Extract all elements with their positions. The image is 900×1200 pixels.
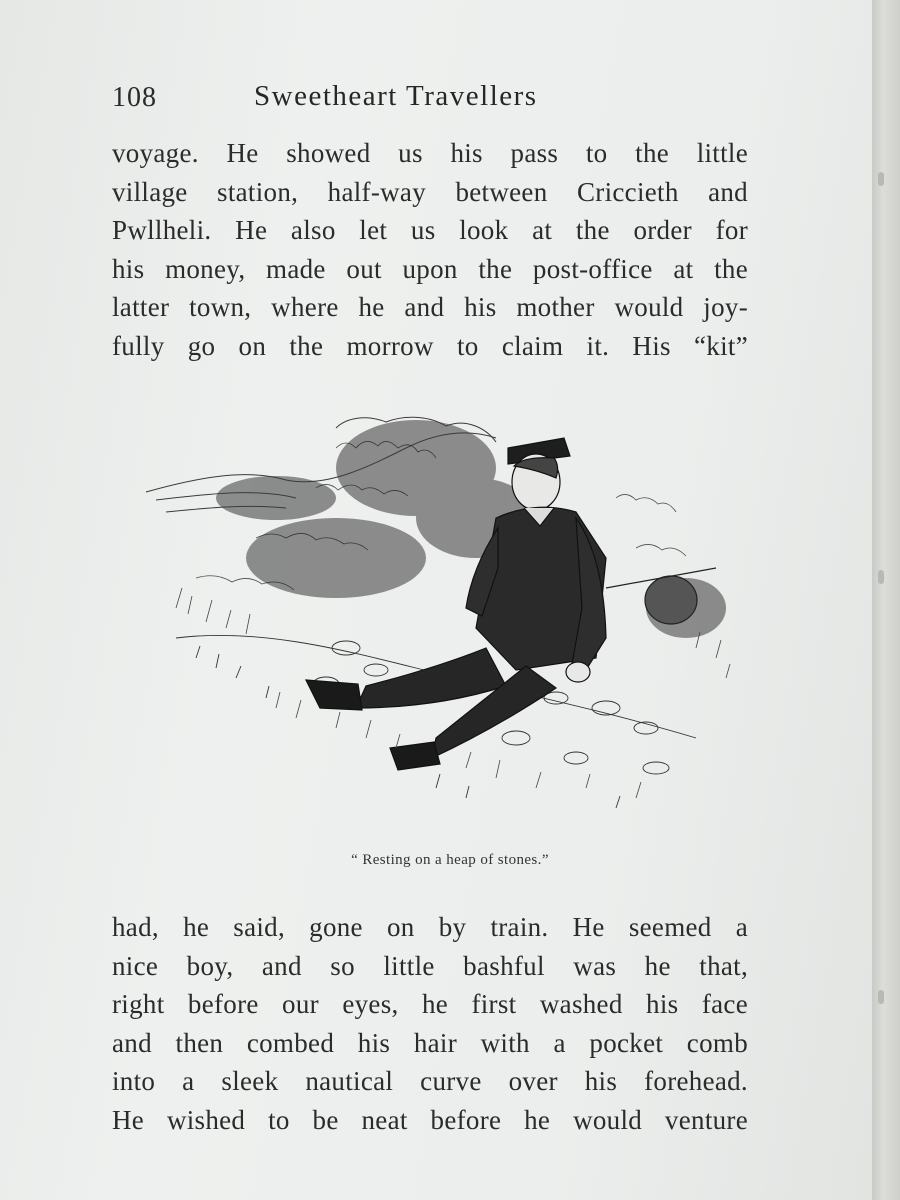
- text-paragraph-bottom: [112, 908, 748, 1139]
- text-line: his money, made out upon the post-office at the: [112, 253, 748, 284]
- text-line: He wished to be neat before he would venture: [112, 1104, 748, 1135]
- text-line: and then combed his hair with a pocket comb: [112, 1027, 748, 1058]
- binding-stitch: [878, 990, 884, 1004]
- text-line: voyage. He showed us his pass to the little: [112, 138, 748, 168]
- text-line: latter town, where he and his mother would joy-: [112, 292, 748, 322]
- text-line: had, he said, gone on by train. He seemed a: [112, 912, 748, 942]
- page-number: 108: [112, 82, 157, 113]
- illustration-boy-resting: [136, 408, 740, 834]
- text-line: into a sleek nautical curve over his forehead.: [112, 1066, 748, 1096]
- text-line: village station, half-way between Criccieth and: [112, 176, 748, 207]
- text-line: Pwllheli. He also let us look at the order for: [112, 215, 748, 245]
- page-header: [112, 78, 752, 122]
- text-line: right before our eyes, he first washed his face: [112, 989, 748, 1019]
- text-line: fully go on the morrow to claim it. His “kit”: [112, 330, 748, 361]
- text-paragraph-top: [112, 134, 748, 365]
- binding-stitch: [878, 570, 884, 584]
- illustration-caption: “ Resting on a heap of stones.”: [351, 852, 549, 868]
- ground-stones: [176, 635, 696, 808]
- binding-stitch: [878, 172, 884, 186]
- running-title: Sweetheart Travellers: [254, 80, 538, 112]
- text-line: nice boy, and so little bashful was he that,: [112, 950, 748, 981]
- page-gutter-edge: [872, 0, 900, 1200]
